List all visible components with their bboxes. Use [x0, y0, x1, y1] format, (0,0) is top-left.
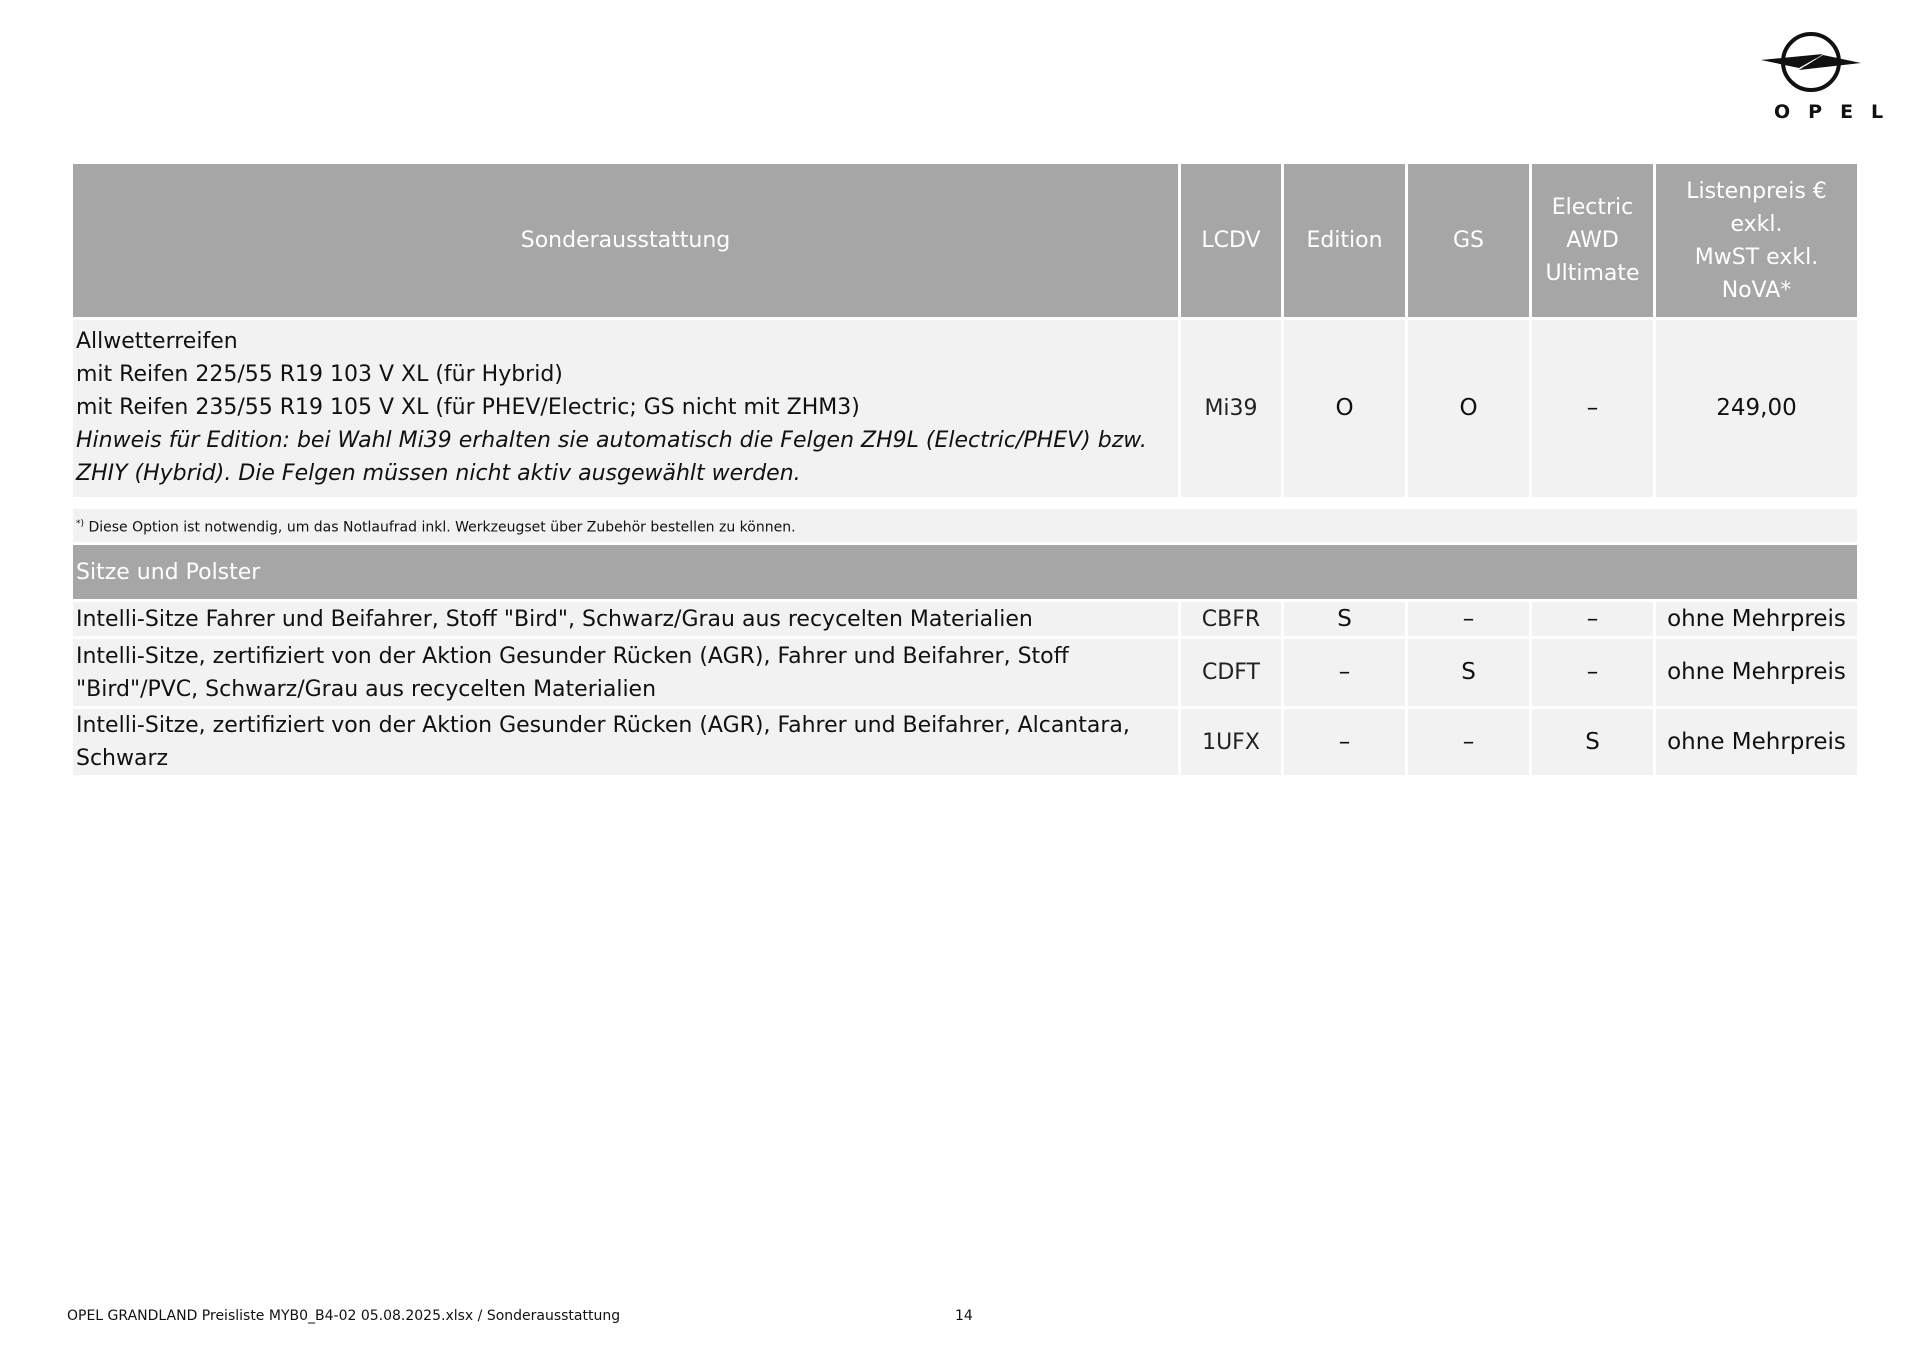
awd-cell: S	[1532, 706, 1656, 775]
header-list-price	[1656, 164, 1857, 317]
header-gs: GS	[1408, 164, 1532, 317]
gs-cell: –	[1408, 706, 1532, 775]
price-cell: ohne Mehrpreis	[1656, 636, 1857, 706]
section-header-row	[73, 542, 1857, 599]
header-price-line2: exkl.	[1730, 211, 1783, 237]
header-awd-line2: AWD	[1566, 228, 1619, 253]
table-row	[73, 706, 1857, 775]
brand-logo	[1756, 30, 1902, 125]
header-electric-awd-ultimate	[1532, 164, 1656, 317]
header-price-line3: MwST exkl.	[1694, 244, 1819, 270]
brand-wordmark: OPEL	[1774, 101, 1902, 123]
awd-cell: –	[1532, 317, 1656, 497]
price-cell: ohne Mehrpreis	[1656, 706, 1857, 775]
spacer-row	[73, 497, 1857, 509]
edition-cell: O	[1284, 317, 1408, 497]
options-table	[73, 164, 1857, 775]
lcdv-cell: Mi39	[1181, 317, 1284, 497]
options-table-container	[73, 164, 1857, 775]
price-cell: ohne Mehrpreis	[1656, 599, 1857, 636]
seat-description-cell: Intelli-Sitze Fahrer und Beifahrer, Stoff "Bird", Schwarz/Grau aus recycelten Materialien	[73, 599, 1181, 636]
header-awd-line3: Ultimate	[1545, 261, 1640, 286]
tire-option-title: Allwetterreifen	[76, 329, 238, 354]
footnote-row	[73, 509, 1857, 542]
tire-description-cell	[73, 317, 1181, 497]
header-lcdv: LCDV	[1181, 164, 1284, 317]
tire-option-hint: Hinweis für Edition: bei Wahl Mi39 erhalten sie automatisch die Felgen ZH9L (Electric/PHEV) bzw. ZHIY (Hybrid). Die Felgen müssen nicht aktiv ausgewählt werden.	[76, 428, 1147, 486]
header-edition: Edition	[1284, 164, 1408, 317]
gs-cell: O	[1408, 317, 1532, 497]
table-row	[73, 317, 1857, 497]
section-title: Sitze und Polster	[73, 542, 1857, 599]
footnote-cell	[73, 509, 1857, 542]
page-number: 14	[955, 1308, 973, 1324]
table-row	[73, 636, 1857, 706]
gs-cell: S	[1408, 636, 1532, 706]
seat-description-cell: Intelli-Sitze, zertifiziert von der Aktion Gesunder Rücken (AGR), Fahrer und Beifahrer, Stoff "Bird"/PVC, Schwarz/Grau aus recycelten Materialien	[73, 636, 1181, 706]
tire-option-line: mit Reifen 225/55 R19 103 V XL (für Hybrid)	[76, 362, 563, 387]
lcdv-cell: 1UFX	[1181, 706, 1284, 775]
footnote-text: Diese Option ist notwendig, um das Notlaufrad inkl. Werkzeugset über Zubehör bestellen zu können.	[84, 519, 796, 536]
header-description: Sonderausstattung	[73, 164, 1181, 317]
edition-cell: S	[1284, 599, 1408, 636]
awd-cell: –	[1532, 636, 1656, 706]
header-awd-line1: Electric	[1551, 195, 1634, 220]
opel-blitz-logo-icon	[1759, 30, 1863, 96]
table-row	[73, 599, 1857, 636]
footer-document-name: OPEL GRANDLAND Preisliste MYB0_B4-02 05.08.2025.xlsx / Sonderausstattung	[67, 1308, 621, 1324]
footnote-marker: *)	[76, 518, 85, 529]
header-price-line4: NoVA*	[1721, 277, 1792, 303]
awd-cell: –	[1532, 599, 1656, 636]
tire-option-line: mit Reifen 235/55 R19 105 V XL (für PHEV/Electric; GS nicht mit ZHM3)	[76, 395, 860, 420]
lcdv-cell: CBFR	[1181, 599, 1284, 636]
seat-description-cell: Intelli-Sitze, zertifiziert von der Aktion Gesunder Rücken (AGR), Fahrer und Beifahrer, Alcantara, Schwarz	[73, 706, 1181, 775]
price-cell: 249,00	[1656, 317, 1857, 497]
edition-cell: –	[1284, 706, 1408, 775]
table-header-row	[73, 164, 1857, 317]
gs-cell: –	[1408, 599, 1532, 636]
edition-cell: –	[1284, 636, 1408, 706]
header-price-line1: Listenpreis €	[1686, 178, 1827, 204]
lcdv-cell: CDFT	[1181, 636, 1284, 706]
